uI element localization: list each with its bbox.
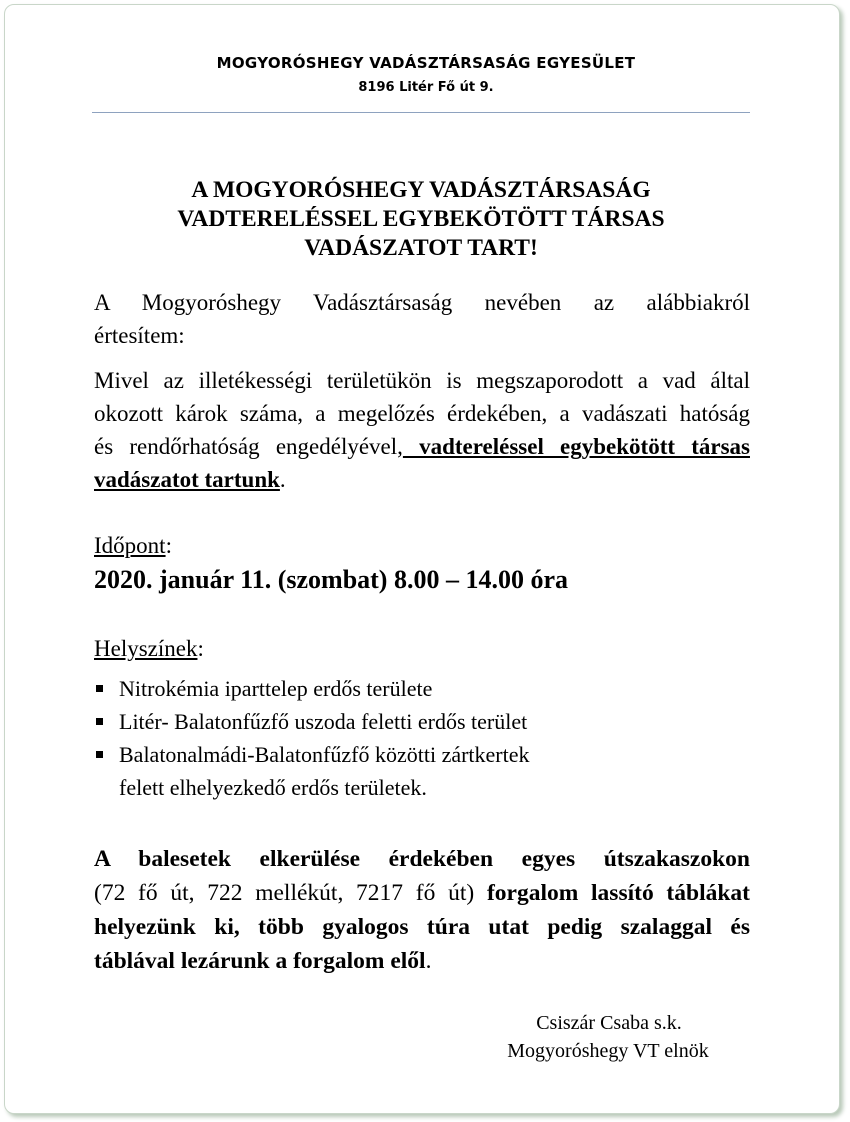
time-label-text: Időpont	[94, 533, 166, 558]
title-line: VADTERELÉSSEL EGYBEKÖTÖTT TÁRSAS	[177, 206, 665, 232]
signature-role: Mogyoróshegy VT elnök	[507, 1040, 709, 1062]
bullet-square-icon	[96, 685, 103, 692]
warning-paragraph	[94, 842, 750, 978]
warning-line	[94, 876, 750, 910]
bullet-square-icon	[96, 718, 103, 725]
location-text: Balatonalmádi-Balatonfűzfő közötti zártkertek	[119, 742, 530, 767]
body-tail: .	[279, 467, 286, 492]
time-label	[94, 533, 172, 559]
warning-bold: táblával lezárunk a forgalom elől	[94, 948, 426, 974]
warning-tail: .	[425, 948, 432, 974]
organization-address: 8196 Litér Fő út 9.	[358, 80, 494, 95]
warning-bold: forgalom lassító táblákat	[486, 880, 751, 906]
signature-name: Csiszár Csaba s.k.	[536, 1012, 682, 1034]
intro-paragraph	[94, 286, 750, 352]
body-plain: és rendőrhatóság engedélyével,	[94, 434, 403, 459]
time-label-colon: :	[165, 533, 172, 558]
organization-name: MOGYORÓSHEGY VADÁSZTÁRSASÁG EGYESÜLET	[216, 54, 636, 72]
body-paragraph	[94, 364, 750, 496]
list-item	[94, 705, 714, 738]
locations-label-colon: :	[197, 636, 204, 661]
list-item	[94, 738, 714, 804]
warning-line	[94, 944, 750, 978]
body-line: Mivel az illetékességi területükön is megszaporodott a vad által	[94, 368, 750, 393]
body-line	[94, 463, 750, 496]
list-item	[94, 672, 714, 705]
announcement-title	[92, 176, 750, 263]
location-text: Litér- Balatonfűzfő uszoda feletti erdős terület	[119, 709, 528, 734]
title-line: A MOGYORÓSHEGY VADÁSZTÁRSASÁG	[191, 177, 651, 203]
location-text: Nitrokémia iparttelep erdős területe	[119, 676, 433, 701]
locations-label-text: Helyszínek	[94, 636, 198, 661]
body-line	[94, 430, 750, 463]
body-emphasis: vadászatot tartunk	[94, 467, 280, 492]
body-line: okozott károk száma, a megelőzés érdekében, a vadászati hatóság	[94, 401, 750, 426]
location-text-continuation: felett elhelyezkedő erdős területek.	[119, 775, 427, 800]
locations-list	[94, 672, 714, 804]
bullet-square-icon	[96, 751, 103, 758]
warning-line: A balesetek elkerülése érdekében egyes útszakaszokon	[94, 846, 750, 872]
event-time: 2020. január 11. (szombat) 8.00 – 14.00 óra	[94, 565, 569, 594]
warning-line: helyezünk ki, több gyalogos túra utat pedig szalaggal és	[94, 914, 750, 940]
header-divider	[92, 112, 750, 113]
intro-line: A Mogyoróshegy Vadásztársaság nevében az alábbiakról	[94, 290, 750, 315]
locations-label	[94, 636, 204, 662]
intro-line: értesítem:	[94, 323, 185, 348]
body-emphasis: vadtereléssel egybekötött társas	[402, 434, 750, 459]
title-line: VADÁSZATOT TART!	[304, 235, 538, 261]
warning-plain: (72 fő út, 722 mellékút, 7217 fő út)	[94, 880, 487, 906]
